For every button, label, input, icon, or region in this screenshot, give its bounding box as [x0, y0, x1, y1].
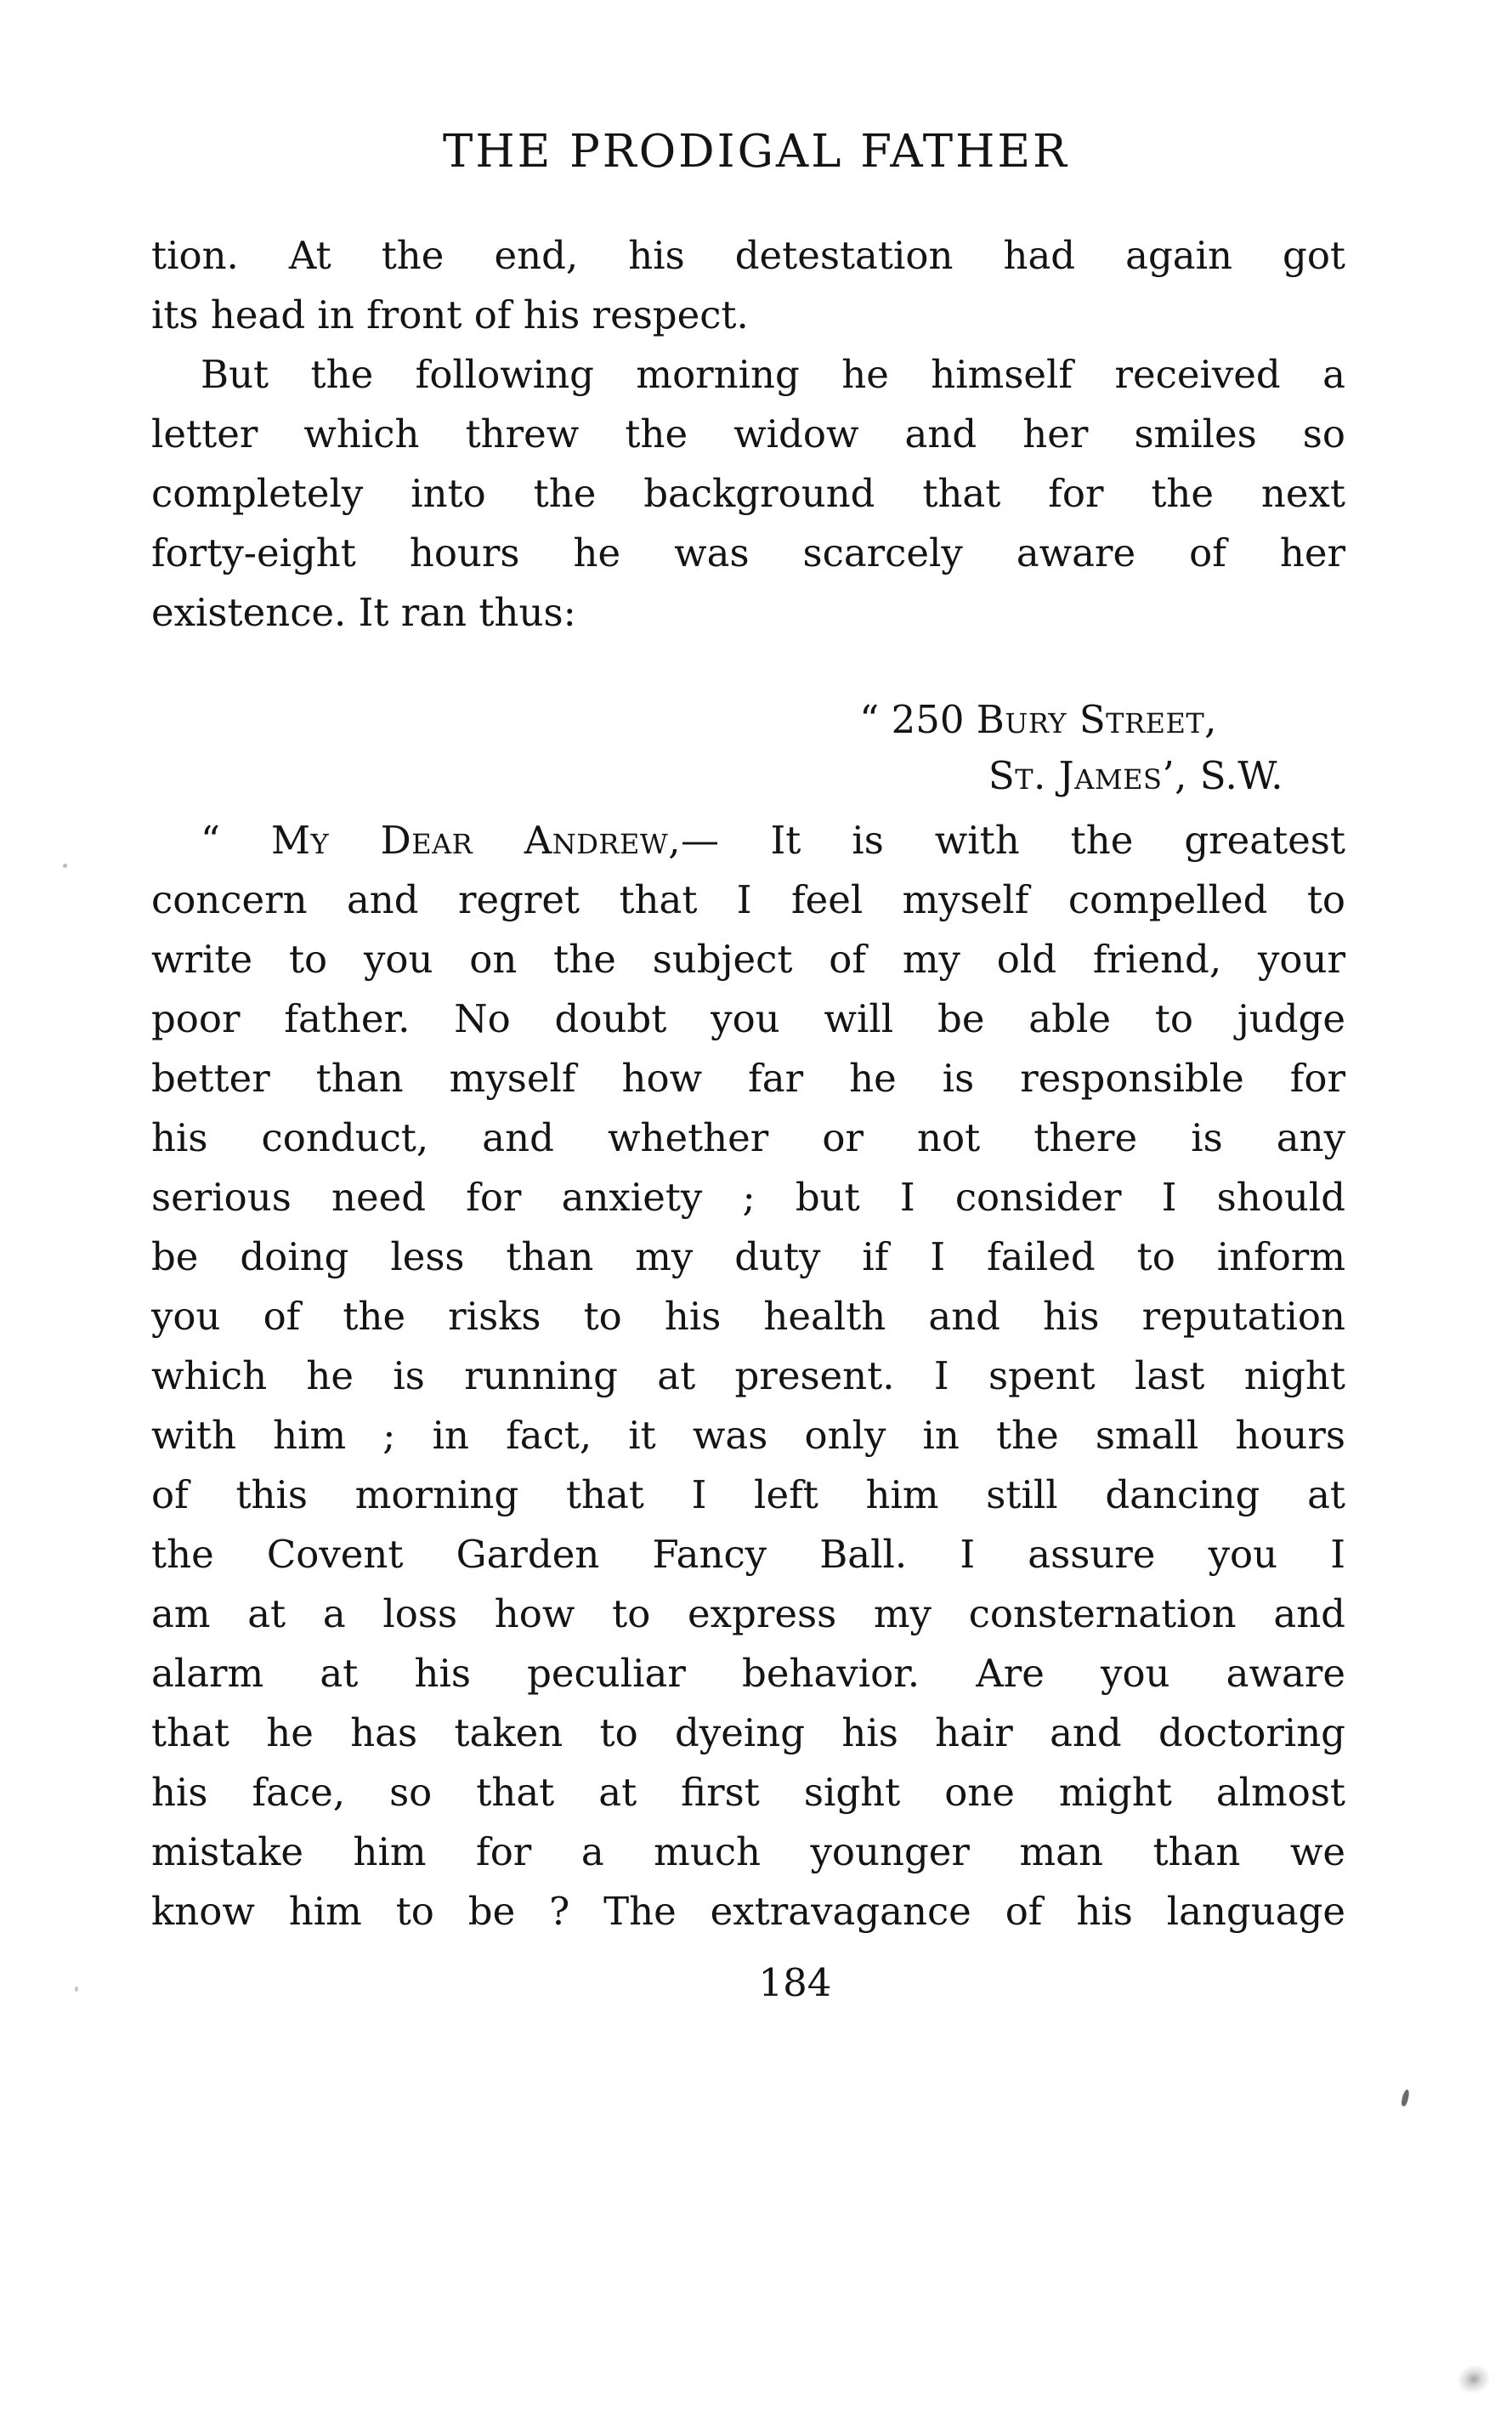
text-line: But the following morning he himself received a: [201, 352, 1345, 397]
text-line: you of the risks to his health and his reputation: [151, 1294, 1345, 1339]
text-line: letter which threw the widow and her smiles so: [151, 411, 1345, 456]
letter-address-line-1: [151, 692, 1345, 748]
text-line: poor father. No doubt you will be able to judge: [151, 996, 1345, 1041]
scan-tick-mark: [1401, 2089, 1411, 2106]
text-line: better than myself how far he is responsible for: [151, 1056, 1345, 1101]
salutation-rest: It is with the greatest: [719, 818, 1345, 863]
text-line: that he has taken to dyeing his hair and doctoring: [151, 1710, 1345, 1755]
text-line: forty-eight hours he was scarcely aware of her: [151, 530, 1345, 575]
text-line: know him to be ? The extravagance of his language: [151, 1889, 1345, 1934]
text-line: alarm at his peculiar behavior. Are you aware: [151, 1651, 1345, 1696]
scan-speck: [63, 864, 67, 868]
text-line: be doing less than my duty if I failed to inform: [151, 1234, 1345, 1279]
letter-body: [151, 811, 1345, 1941]
text-line: serious need for anxiety ; but I consider I should: [151, 1175, 1345, 1220]
salutation-line: [151, 811, 1345, 870]
text-line: the Covent Garden Fancy Ball. I assure you I: [151, 1532, 1345, 1577]
scan-smudge: [1453, 2361, 1495, 2399]
letter-address-line-2: [151, 748, 1345, 804]
text-line: its head in front of his respect.: [151, 292, 749, 337]
text-line: which he is running at present. I spent last night: [151, 1353, 1345, 1398]
open-quote: “: [859, 697, 892, 742]
open-quote: “: [201, 818, 271, 863]
paragraph-continuation: [151, 226, 1345, 345]
text-line: mistake him for a much younger man than we: [151, 1829, 1345, 1874]
text-line: with him ; in fact, it was only in the small hours: [151, 1413, 1345, 1458]
text-block: [151, 226, 1345, 2013]
text-line: tion. At the end, his detestation had again got: [151, 233, 1345, 278]
scan-speck: [75, 1987, 78, 1992]
district: St. James’, S.W.: [988, 753, 1283, 798]
text-line: his face, so that at first sight one might almost: [151, 1770, 1345, 1815]
letter-address: [151, 692, 1345, 804]
page-number: 184: [758, 1960, 832, 2005]
street-number: 250: [891, 697, 977, 742]
text-line: am at a loss how to express my consternation and: [151, 1591, 1345, 1636]
text-line: completely into the background that for the next: [151, 471, 1345, 516]
street-name: Bury Street,: [976, 697, 1217, 742]
paragraph-narrative: [151, 345, 1345, 643]
text-line: existence. It ran thus:: [151, 590, 576, 635]
text-line: of this morning that I left him still dancing at: [151, 1472, 1345, 1517]
text-line: write to you on the subject of my old friend, your: [151, 937, 1345, 982]
page-title: THE PRODIGAL FATHER: [443, 126, 1069, 178]
text-line: his conduct, and whether or not there is any: [151, 1115, 1345, 1160]
salutation-name: My Dear Andrew,—: [270, 818, 720, 863]
text-line: concern and regret that I feel myself compelled to: [151, 877, 1345, 922]
